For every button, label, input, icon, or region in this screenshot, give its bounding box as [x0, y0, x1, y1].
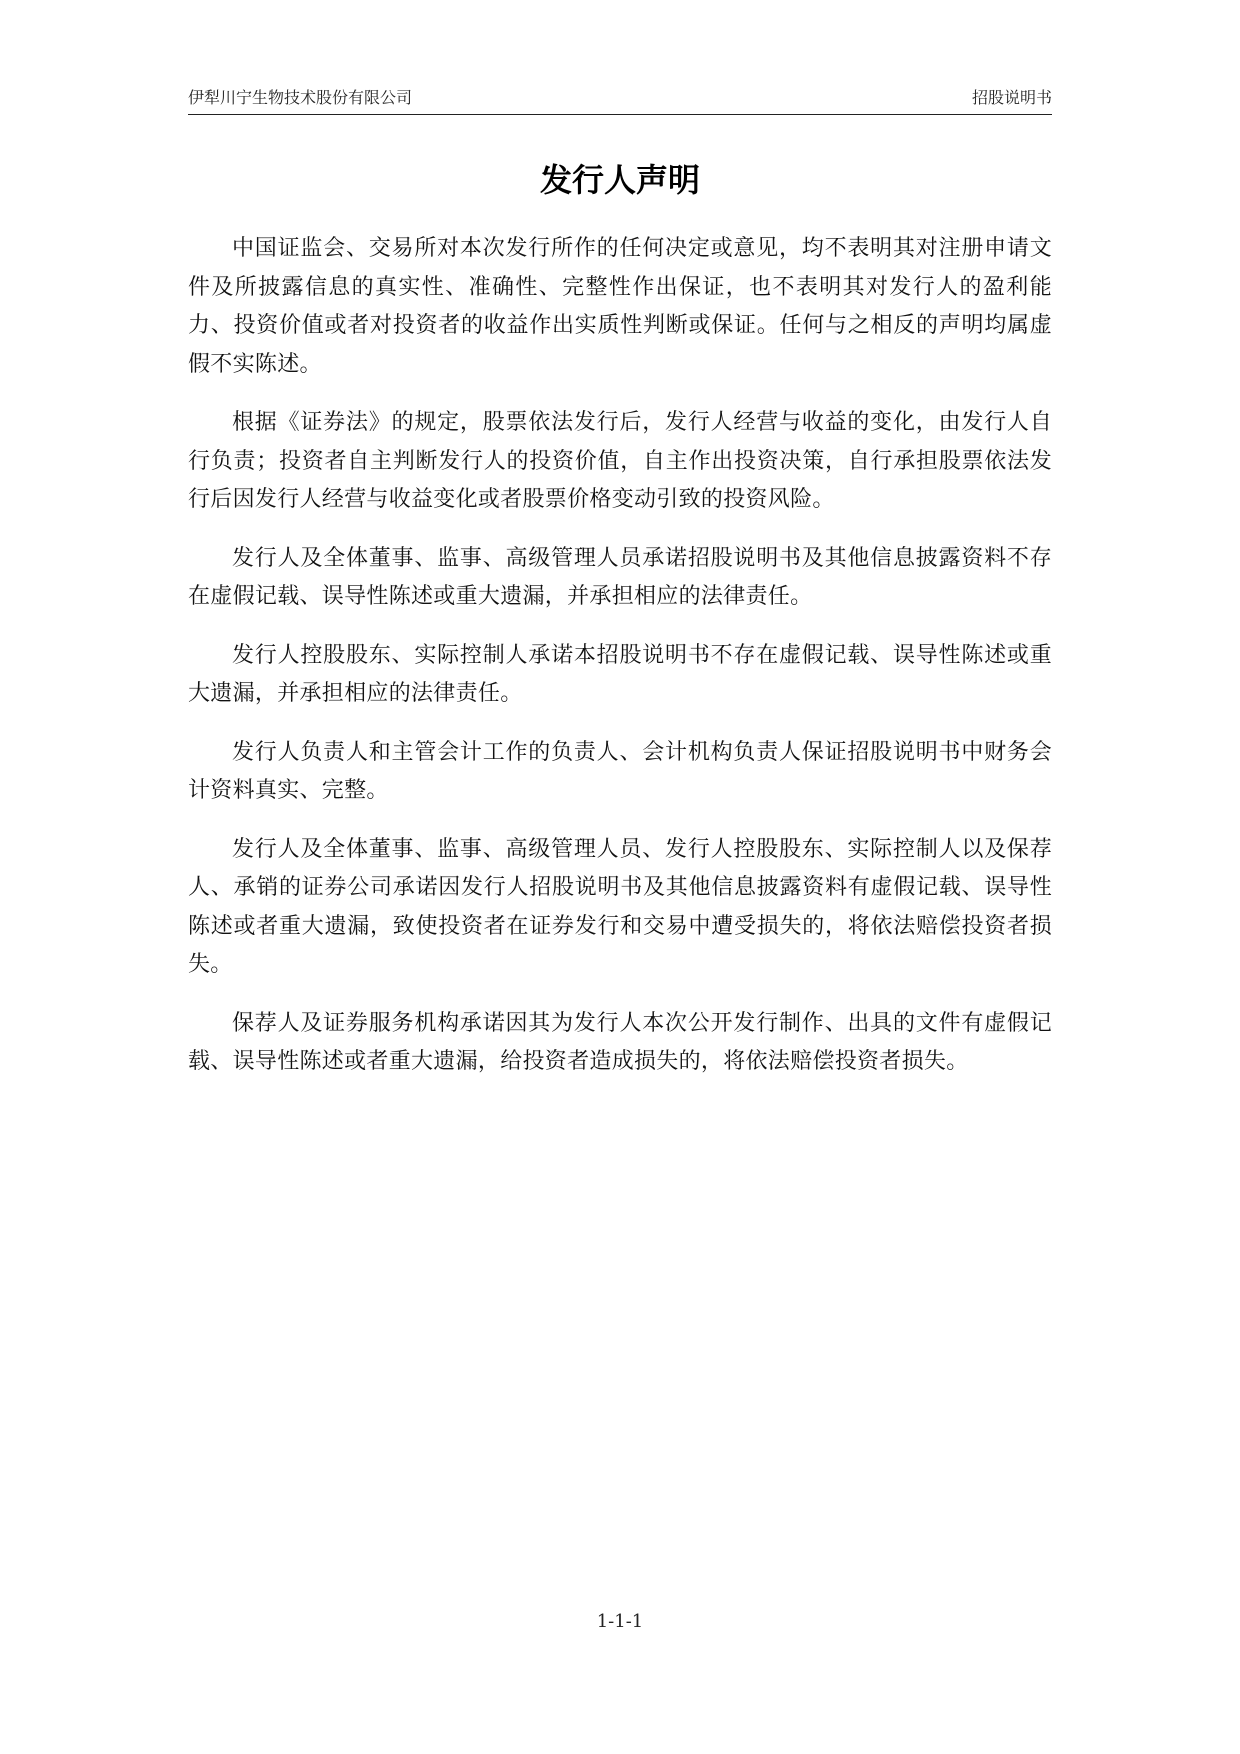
page-number: 1-1-1 [596, 1611, 644, 1632]
page-header [188, 86, 1052, 115]
page-title: 发行人声明 [539, 161, 700, 199]
paragraph-4: 发行人控股股东、实际控制人承诺本招股说明书不存在虚假记载、误导性陈述或重大遗漏，并承担相应的法律责任。 [188, 642, 1052, 706]
header-company-name: 伊犁川宁生物技术股份有限公司 [188, 88, 413, 107]
header-document-type: 招股说明书 [971, 88, 1052, 107]
paragraph-7: 保荐人及证券服务机构承诺因其为发行人本次公开发行制作、出具的文件有虚假记载、误导性陈述或者重大遗漏，给投资者造成损失的，将依法赔偿投资者损失。 [188, 1010, 1052, 1074]
paragraph-1: 中国证监会、交易所对本次发行所作的任何决定或意见，均不表明其对注册申请文件及所披露信息的真实性、准确性、完整性作出保证，也不表明其对发行人的盈利能力、投资价值或者对投资者的收益作出实质性判断或保证。任何与之相反的声明均属虚假不实陈述。 [188, 236, 1052, 377]
paragraph-2: 根据《证券法》的规定，股票依法发行后，发行人经营与收益的变化，由发行人自行负责；投资者自主判断发行人的投资价值，自主作出投资决策，自行承担股票依法发行后因发行人经营与收益变化或者股票价格变动引致的投资风险。 [188, 410, 1052, 512]
paragraph-6: 发行人及全体董事、监事、高级管理人员、发行人控股股东、实际控制人以及保荐人、承销的证券公司承诺因发行人招股说明书及其他信息披露资料有虚假记载、误导性陈述或者重大遗漏，致使投资者在证券发行和交易中遭受损失的，将依法赔偿投资者损失。 [188, 836, 1052, 977]
paragraph-3: 发行人及全体董事、监事、高级管理人员承诺招股说明书及其他信息披露资料不存在虚假记载、误导性陈述或重大遗漏，并承担相应的法律责任。 [188, 545, 1052, 609]
declaration-body [188, 230, 1052, 1102]
paragraph-5: 发行人负责人和主管会计工作的负责人、会计机构负责人保证招股说明书中财务会计资料真实、完整。 [188, 739, 1052, 803]
